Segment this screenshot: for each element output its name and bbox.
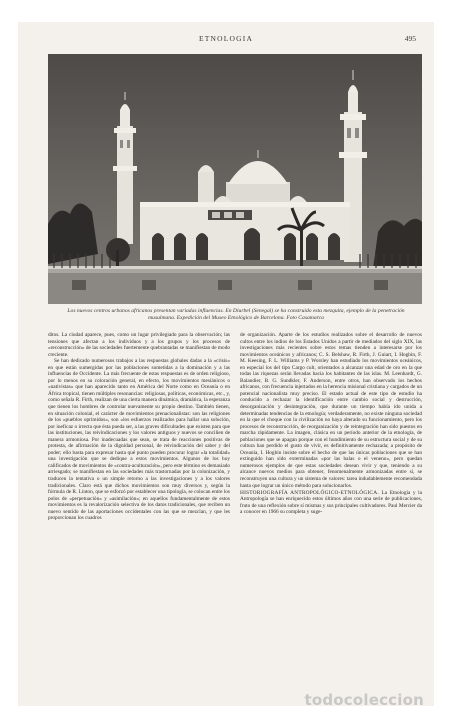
watermark: todocoleccion — [304, 691, 424, 709]
right-column — [240, 332, 422, 698]
body-columns — [48, 332, 422, 698]
paragraph-text: La Etnología y la Antropología se han enriquecido estos últimos años con una serie de publicaciones, fruto de una reflexión sobre sí mismas y sus principales cultivadores. Paul Mercier da a conocer en 1966 su completa y suge- — [240, 489, 422, 516]
paragraph: de organización. Aparte de los estudios realizados sobre el desarrollo de nuevos cultos entre los indios de los Estados Unidos a partir de mediados del siglo XIX, las investigaciones más recientes sobre estos temas tienden a interesarse por los movimientos oceánicos y africanos; C. S. Belshaw, R. Firth, J. Guiart, I. Hogbin, F. M. Keesing, F. L. Williams y P. Worsley han estudiado los movimientos oceánicos, en especial los del tipo Cargo cult, orientados a alcanzar una edad de oro en la que todas las riquezas serán llevadas hacia los habitantes de las islas. M. Leenhardt, G. Balandier, B. G. Sundkler, F. Anderson, entre otros, han observado los hechos africanos, con frecuencia injertados en la herencia misional cristiana y cargados de un potencial nacionalista muy preciso. El estado actual de este tipo de estudio ha conducido a rechazar la identificación entre cambio social y destrucción, desorganización y desintegración, que durante un tiempo había ido unida a determinadas tendencias de la etnología; verdaderamente, no existe ninguna sociedad en la que el choque con la civilización no haya alterado su funcionamiento, pero los procesos de reconstrucción, de reorganización y de reintegración han sido puestos en marcha rápidamente. La imagen, clásica en un período anterior de la etnología, de poblaciones que se apagan porque con el hundimiento de su estructura social y de su cultura han perdido el gusto de vivir, es definitivamente rechazada; a propósito de Oceanía, I. Hogbin insiste sobre el hecho de que las únicas poblaciones que se han extinguido han sido exterminadas «por las balas o el veneno», pero quedan numerosos ejemplos de que estas sociedades desean vivir y que, teniendo a su alcance nuevos medios para obtener, fenomenalmente armonizadas entre sí, se reconstruyen una cultura y un sistema de valores: tarea indudablemente recomendada hasta que lograr un único método para solucionarlos. — [240, 332, 422, 489]
photo-credit: Foto Casamarca — [286, 314, 324, 321]
paragraph — [240, 490, 422, 516]
left-column — [48, 332, 230, 698]
page-number: 495 — [404, 34, 416, 43]
photo-caption — [54, 308, 418, 321]
section-title: ETNOLOGIA — [198, 34, 254, 43]
paragraph: ditos. La ciudad aparece, pues, como un lugar privilegiado para la observación; las tensiones que afectan a los individuos y a los grupos y los procesos de «reconstrucción» de las sociedades fuertemente quebrantadas se manifiestan de modo creciente. — [48, 332, 230, 358]
book-page — [18, 22, 434, 706]
running-header — [18, 34, 434, 44]
caption-text: Los nuevos centros urbanos africanos presentan variadas influencias. En Diurbel (Senegal) se ha construido esta mezquita, ejemplo de la penetración musulmana. Expedición del Museo Etnológico de Barcelona. — [67, 308, 405, 321]
mosque-photo — [48, 54, 422, 304]
paragraph: Se han dedicado numerosos trabajos a las respuestas globales dadas a la «crisis» en que están sumergidas por las poblaciones sometidas a la dominación y a las influencias de Occidente. La más frecuente de estas respuestas es de orden religioso, por lo menos en su coloración general, en efecto, los movimientos mesiánicos o «nativistas» que han aparecido tanto en América del Norte como en Oceanía o en África tropical, tienen múltiples resonancias: religiosas, políticas, económicas, etc., y, como señala R. Firth, realizan de una cierta manera dinámica, dramática, la esperanza que tienen los hombres de controlar nuevamente su propio destino. También tienen, en situación colonial, el carácter de movimientos prenacionalistas: son las religiones de los «pueblos oprimidos», son «los esfuerzos realizados para hallar una solución, por ineficaz o irrecta que ésta pueda ser, a las graves dificultades que existen para que las instituciones, las reivindicaciones y los valores antiguos y nuevos se concilien de manera armoniosa. Por inadecuadas que sean, se trata de reacciones positivas de protesta, de afirmación de la dignidad personal, de reivindicación del saber y del poder; ello basta para expresar hasta qué punto pueden procurar lograr «la totalidad» una investigación que se dedique a estos movimientos. Algunos de los hoy calificados de movimientos de «contra-aculturación», pero este término es demasiado arriesgado; se manifiestan en las sociedades más trastornadas por la colonización, y traducen la tentativa o un simple retorno a las investigaciones y a los valores tradicionales. Claro está que dichos movimientos son muy diversos y, según la fórmula de R. Linton, que se esforzó por establecer una tipología, se colocan entre los polos de «perpetuación» y «asimilación»; en aquellos fundamentalmente de estos movimientos es la revalorización selectiva de los datos tradicionales, que reciben un nuevo sentido de las aportaciones occidentales con las que se mezclan, y que les proporcionan los cuadros — [48, 358, 230, 522]
section-subheading: HISTORIOGRAFÍA ANTROPOLÓGICO-ETNOLÓGICA. — [240, 489, 379, 496]
